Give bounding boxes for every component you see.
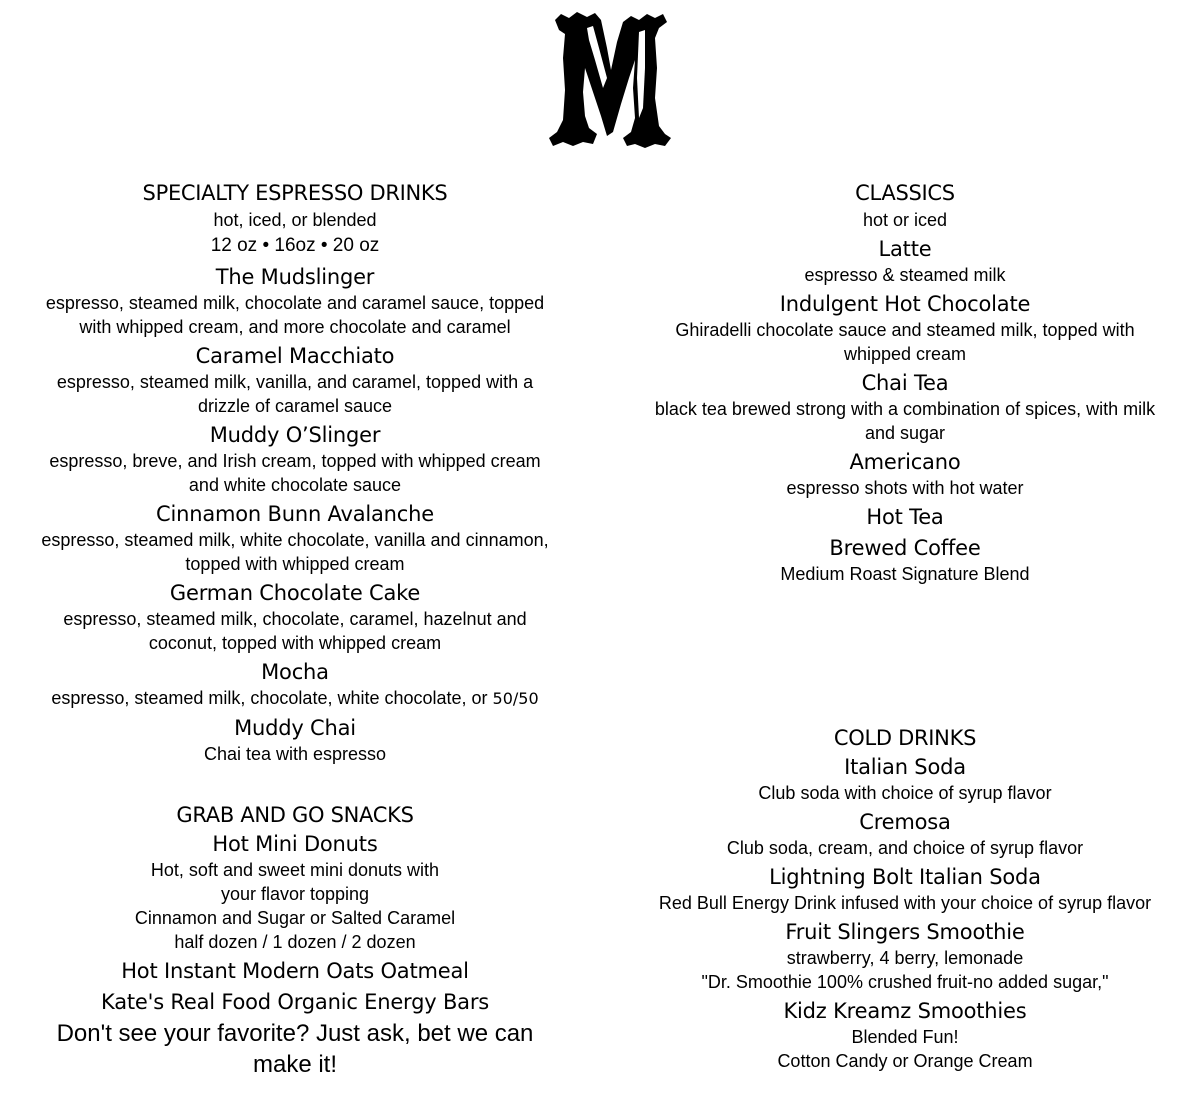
section-title: COLD DRINKS <box>833 726 977 750</box>
menu-item-name: German Chocolate Cake <box>169 581 421 605</box>
menu-item-desc: espresso, breve, and Irish cream, topped with whipped cream and white chocolate sauce <box>49 451 541 495</box>
closing-note: Don't see your favorite? Just ask, bet we can make it! <box>56 1020 534 1078</box>
section-title: CLASSICS <box>855 181 955 205</box>
menu-item-desc: Red Bull Energy Drink infused with your choice of syrup flavor <box>658 893 1152 913</box>
menu-item-name: Chai Tea <box>861 371 949 395</box>
menu-item-desc: Chai tea with espresso <box>203 744 387 764</box>
menu-item-desc: Ghiradelli chocolate sauce and steamed milk, topped with whipped cream <box>675 320 1135 364</box>
menu-item-name: Cinnamon Bunn Avalanche <box>156 502 434 526</box>
menu-item-name: Muddy Chai <box>234 716 356 740</box>
menu-item-desc: Club soda with choice of syrup flavor <box>758 783 1052 803</box>
section-title: SPECIALTY ESPRESSO DRINKS <box>142 181 448 205</box>
menu-item-desc: espresso, steamed milk, white chocolate, vanilla and cinnamon, topped with whipped cream <box>41 530 549 574</box>
menu-item-name: Lightning Bolt Italian Soda <box>769 865 1041 889</box>
menu-item-desc: Hot, soft and sweet mini donuts with your flavor topping Cinnamon and Sugar or Salted Caramel half dozen / 1 dozen / 2 dozen <box>134 860 456 952</box>
menu-item-desc: espresso, steamed milk, chocolate and caramel sauce, topped with whipped cream, and more chocolate and caramel <box>45 293 545 337</box>
menu-item-name: Hot Tea <box>866 505 944 529</box>
menu-item-name: Kidz Kreamz Smoothies <box>783 999 1027 1023</box>
letter-m-logo <box>547 8 675 156</box>
menu-item-name: Hot Instant Modern Oats Oatmeal <box>121 959 469 983</box>
menu-item-desc: strawberry, 4 berry, lemonade "Dr. Smoothie 100% crushed fruit-no added sugar," <box>701 948 1109 992</box>
menu-item-name: Indulgent Hot Chocolate <box>779 292 1031 316</box>
menu-item-name: Kate's Real Food Organic Energy Bars <box>101 990 489 1014</box>
menu-item-name: Caramel Macchiato <box>195 344 395 368</box>
menu-item-desc: black tea brewed strong with a combination of spices, with milk and sugar <box>654 399 1156 443</box>
menu-item-name: Hot Mini Donuts <box>212 832 378 856</box>
grab-and-go-section <box>8 800 582 1080</box>
menu-item-name: Fruit Slingers Smoothie <box>785 920 1025 944</box>
size-options: 12 oz • 16oz • 20 oz <box>210 235 380 256</box>
menu-item-desc: espresso, steamed milk, chocolate, white chocolate, or 50/50 <box>51 688 539 708</box>
menu-item-name: Americano <box>849 450 961 474</box>
section-title: GRAB AND GO SNACKS <box>176 803 414 827</box>
menu-item-desc: Blended Fun! Cotton Candy or Orange Cream <box>777 1027 1033 1071</box>
menu-item-desc: espresso, steamed milk, vanilla, and caramel, topped with a drizzle of caramel sauce <box>56 372 534 416</box>
menu-item-name: Mocha <box>261 660 329 684</box>
menu-item-desc: espresso shots with hot water <box>786 478 1024 498</box>
menu-item-name: The Mudslinger <box>215 265 375 289</box>
menu-item-name: Brewed Coffee <box>829 536 981 560</box>
specialty-espresso-section <box>8 178 582 766</box>
menu-item-name: Muddy O’Slinger <box>209 423 381 447</box>
menu-item-desc: espresso & steamed milk <box>804 265 1006 285</box>
classics-section <box>622 178 1188 586</box>
section-subtitle: hot or iced <box>862 210 948 230</box>
section-subtitle: hot, iced, or blended <box>213 210 377 230</box>
menu-item-name: Latte <box>878 237 932 261</box>
menu-item-desc: Medium Roast Signature Blend <box>780 564 1030 584</box>
menu-item-name: Italian Soda <box>844 755 966 779</box>
menu-item-name: Cremosa <box>859 810 951 834</box>
menu-item-desc: Club soda, cream, and choice of syrup flavor <box>726 838 1084 858</box>
cold-drinks-section <box>622 723 1188 1073</box>
menu-item-desc: espresso, steamed milk, chocolate, caramel, hazelnut and coconut, topped with whipped cream <box>63 609 527 653</box>
